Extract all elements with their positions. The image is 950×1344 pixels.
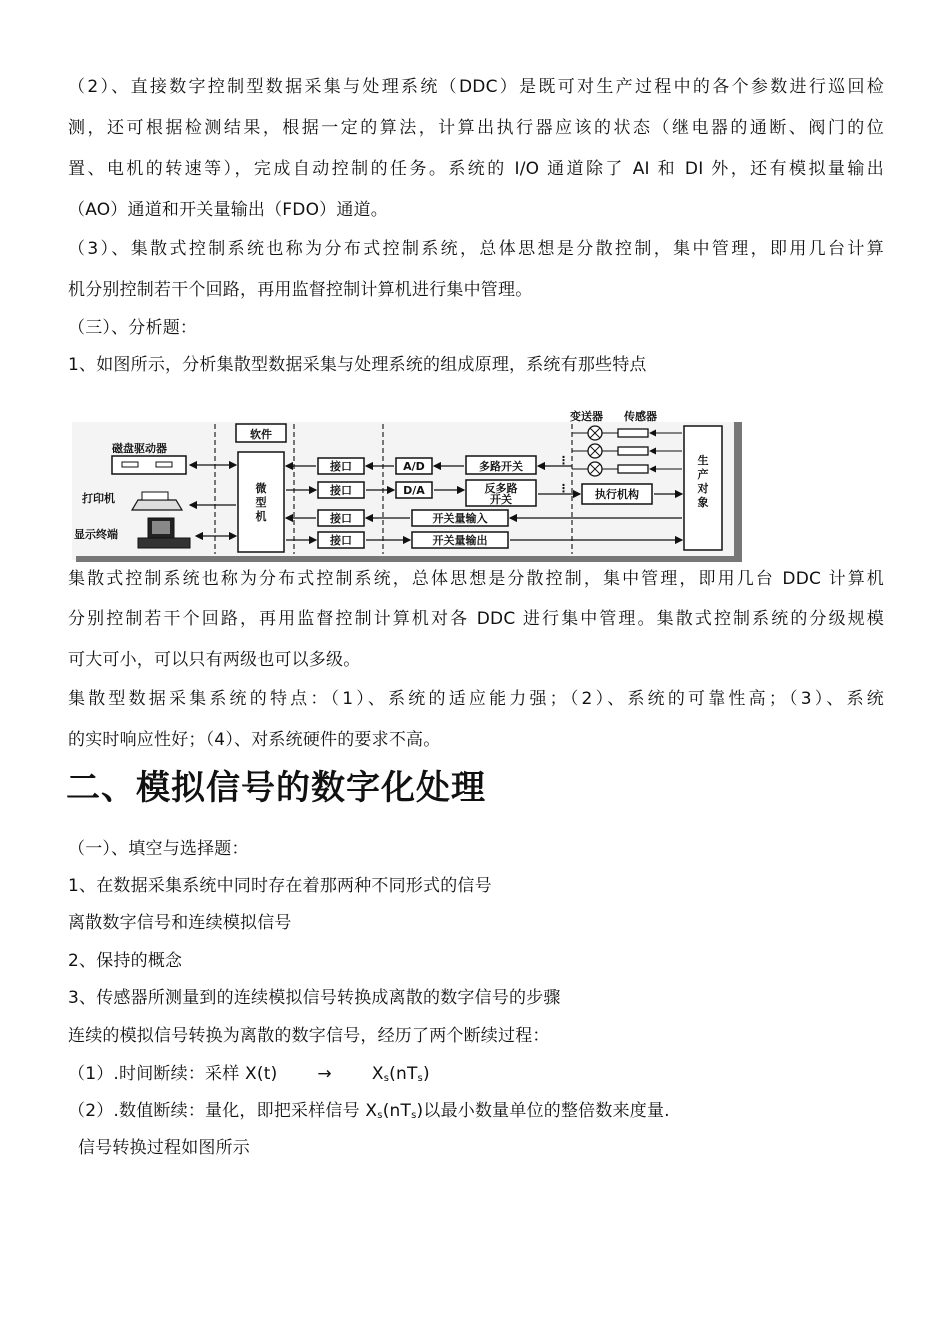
- answer-1-line3: 可大可小，可以只有两级也可以多级。: [68, 650, 361, 670]
- label-micro-2: 型: [255, 496, 267, 509]
- label-display: 显示终端: [74, 528, 118, 541]
- label-plant-2: 产: [697, 468, 709, 481]
- step-2-sub2: s: [411, 1110, 417, 1121]
- question-signals: 1、在数据采集系统中同时存在着那两种不同形式的信号: [68, 876, 492, 896]
- step-1-result-close: ): [422, 1064, 430, 1084]
- label-actuator: 执行机构: [595, 488, 639, 501]
- step-1-text: （1）.时间断续：采样 X(t): [68, 1064, 278, 1084]
- answer-steps: 连续的模拟信号转换为离散的数字信号，经历了两个断续过程：: [68, 1026, 550, 1046]
- answer-1-line1: 集散式控制系统也称为分布式控制系统，总体思想是分散控制，集中管理，即用几台 DDC 计算机: [68, 569, 884, 589]
- paragraph-ddc-line2: 测，还可根据检测结果，根据一定的算法，计算出执行器应该的状态（继电器的通断、阀门的位: [68, 118, 884, 138]
- label-switch-input: 开关量输入: [432, 512, 488, 525]
- chapter-heading: 二、模拟信号的数字化处理: [66, 768, 486, 808]
- paragraph-ddc-line4: （AO）通道和开关量输出（FDO）通道。: [68, 200, 388, 220]
- label-plant-4: 象: [697, 496, 709, 509]
- figure-shadow-bottom: [76, 556, 742, 562]
- figure-caption: 信号转换过程如图所示: [78, 1138, 250, 1158]
- label-plant-1: 生: [697, 454, 709, 467]
- step-1: [68, 1063, 884, 1090]
- step-2-suffix: )以最小数量单位的整倍数来度量.: [416, 1101, 670, 1121]
- arrow-right-icon: →: [317, 1064, 332, 1084]
- dots-mux: ⋮: [558, 454, 569, 467]
- label-mux: 多路开关: [479, 460, 523, 473]
- step-2: [68, 1100, 884, 1127]
- answer-signals: 离散数字信号和连续模拟信号: [68, 913, 292, 933]
- label-micro-1: 微: [255, 482, 267, 495]
- step-2-mid: (nT: [382, 1101, 412, 1121]
- label-interface-1: 接口: [330, 460, 352, 473]
- label-printer: 打印机: [82, 492, 115, 505]
- paragraph-ddc-line1: （2）、直接数字控制型数据采集与处理系统（DDC）是既可对生产过程中的各个参数进行巡回检: [68, 77, 884, 97]
- label-micro-3: 机: [255, 510, 267, 523]
- paragraph-ddc-line3: 置、电机的转速等），完成自动控制的任务。系统的 I/O 通道除了 AI 和 DI 外，还有模拟量输出: [68, 159, 884, 179]
- label-plant-3: 对: [697, 482, 709, 495]
- label-software: 软件: [250, 428, 272, 441]
- label-demux-1: 反多路: [484, 482, 518, 495]
- step-2-text: （2）.数值断续：量化，即把采样信号 X: [68, 1101, 378, 1121]
- section-analysis-title: （三）、分析题：: [68, 318, 198, 338]
- answer-1-line2: 分别控制若干个回路，再用监督控制计算机对各 DDC 进行集中管理。集散式控制系统的分级规模: [68, 609, 884, 629]
- label-da: D/A: [403, 484, 425, 497]
- dcs-block-diagram: [72, 408, 748, 564]
- step-1-result-x: X: [371, 1064, 384, 1084]
- question-hold: 2、保持的概念: [68, 951, 183, 971]
- label-sensor: 传感器: [624, 410, 657, 423]
- label-switch-output: 开关量输出: [432, 534, 488, 547]
- label-ad: A/D: [403, 460, 425, 473]
- diagram-svg: [72, 408, 748, 564]
- answer-2-line2: 的实时响应性好；（4）、对系统硬件的要求不高。: [68, 730, 441, 750]
- paragraph-dcs-line1: （3）、集散式控制系统也称为分布式控制系统，总体思想是分散控制，集中管理，即用几台计算: [68, 239, 884, 259]
- step-1-result-sub2: s: [417, 1073, 423, 1084]
- step-2-sub: s: [377, 1110, 383, 1121]
- figure-shadow-right: [734, 422, 742, 562]
- label-interface-2: 接口: [330, 484, 352, 497]
- answer-2-line1: 集散型数据采集系统的特点：（1）、系统的适应能力强；（2）、系统的可靠性高；（3）、系统: [68, 689, 884, 709]
- label-interface-3: 接口: [330, 512, 352, 525]
- question-steps: 3、传感器所测量到的连续模拟信号转换成离散的数字信号的步骤: [68, 988, 561, 1008]
- dots-demux: ⋮: [558, 482, 569, 495]
- label-demux-2: 开关: [490, 493, 512, 506]
- question-1: 1、如图所示，分析集散型数据采集与处理系统的组成原理，系统有那些特点: [68, 355, 647, 375]
- step-1-result-sub: s: [383, 1073, 390, 1084]
- label-transmitter: 变送器: [570, 410, 603, 423]
- paragraph-dcs-line2: 机分别控制若干个回路，再用监督控制计算机进行集中管理。: [68, 280, 533, 300]
- subsection-fill-choice: （一）、填空与选择题：: [68, 839, 249, 859]
- step-1-result-paren: (nT: [389, 1064, 418, 1084]
- label-interface-4: 接口: [330, 534, 352, 547]
- label-disk-drive: 磁盘驱动器: [112, 442, 167, 455]
